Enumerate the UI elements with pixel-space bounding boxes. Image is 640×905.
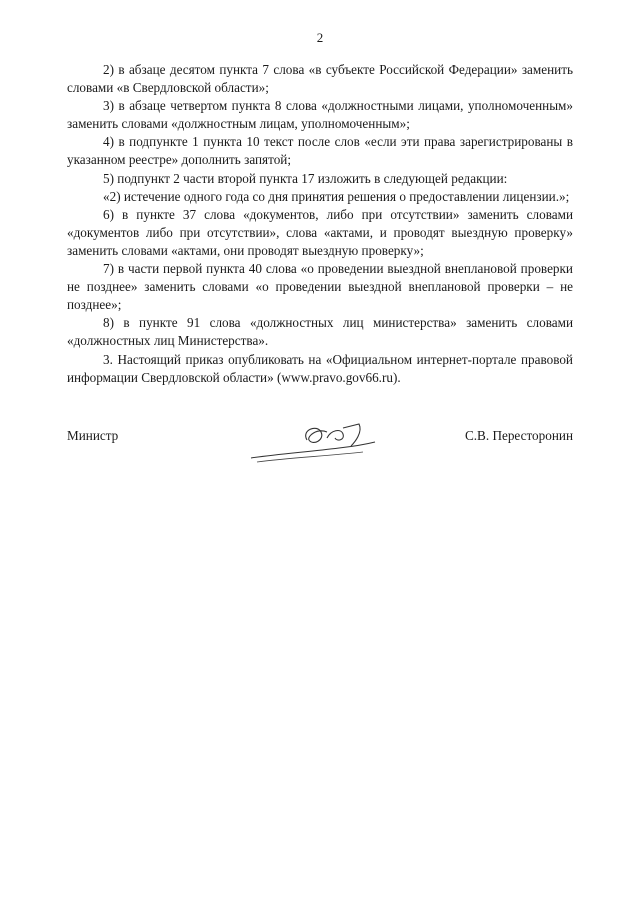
document-body <box>67 61 573 387</box>
paragraph-item-4: 4) в подпункте 1 пункта 10 текст после слов «если эти права зарегистрированы в указанном реестре» дополнить запятой; <box>67 134 573 168</box>
paragraph-publication-clause: 3. Настоящий приказ опубликовать на «Официальном интернет-портале правовой информации Свердловской области» (www.pravo.gov66.ru). <box>67 351 573 385</box>
signature-block <box>67 418 573 468</box>
page-number: 2 <box>316 30 324 45</box>
paragraph-item-6: 6) в пункте 37 слова «документов, либо при отсутствии» заменить словами «документов либо при отсутствии», слова «актами, и проводят выездную проверку» заменить словами «актами, они проводят выездную проверку»; <box>67 206 573 258</box>
paragraph-item-3: 3) в абзаце четвертом пункта 8 слова «должностными лицами, уполномоченным» заменить словами «должностным лицам, уполномоченным»; <box>67 98 573 132</box>
paragraph-quoted-subitem: «2) истечение одного года со дня принятия решения о предоставлении лицензии.»; <box>103 188 570 204</box>
paragraph-item-5: 5) подпункт 2 части второй пункта 17 изложить в следующей редакции: <box>103 170 508 186</box>
paragraph-item-2: 2) в абзаце десятом пункта 7 слова «в субъекте Российской Федерации» заменить словами «в Свердловской области»; <box>67 62 573 96</box>
signer-name: С.В. Пересторонин <box>464 428 573 443</box>
handwritten-signature <box>247 418 397 466</box>
paragraph-item-7: 7) в части первой пункта 40 слова «о проведении выездной внеплановой проверки не позднее» заменить словами «о проведении выездной внеплановой проверки – не позднее»; <box>67 261 573 313</box>
paragraph-item-8: 8) в пункте 91 слова «должностных лиц министерства» заменить словами «должностных лиц Министерства». <box>67 315 573 349</box>
signer-title: Министр <box>67 428 119 443</box>
